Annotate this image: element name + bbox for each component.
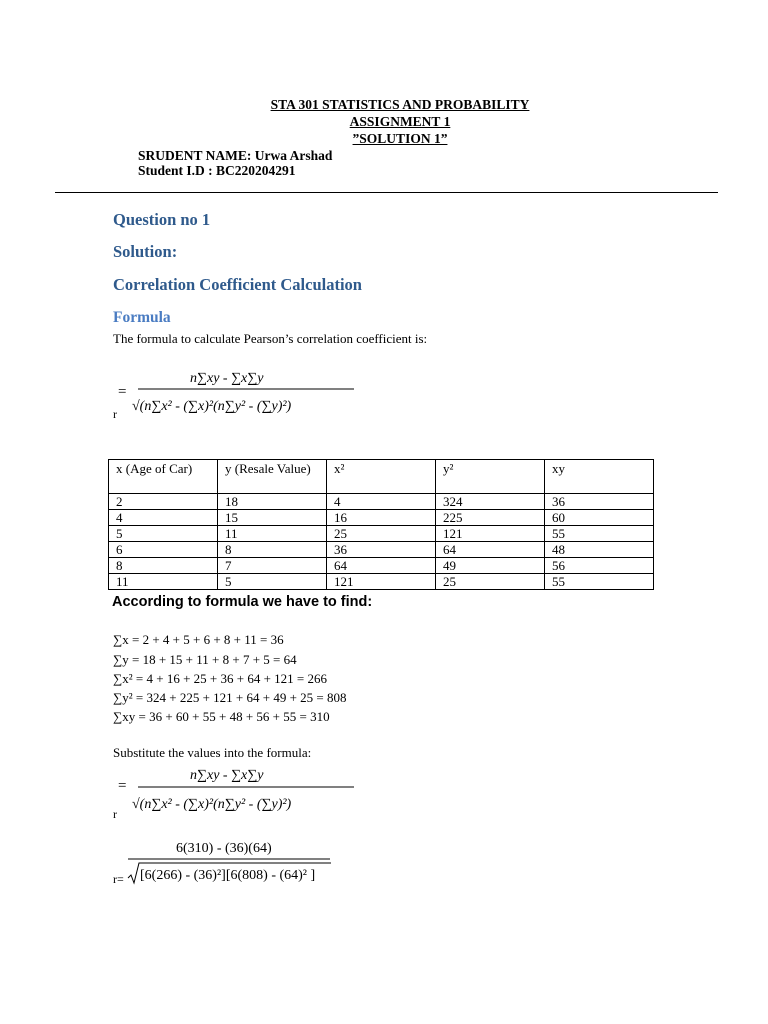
formula-equals: = [118, 778, 127, 794]
table-header-cell: y² [436, 460, 545, 494]
pearson-formula-repeat [108, 762, 368, 824]
substituted-formula [108, 834, 348, 890]
table-cell: 60 [545, 510, 654, 526]
table-cell: 36 [545, 494, 654, 510]
table-cell: 6 [109, 542, 218, 558]
table-header-cell: y (Resale Value) [218, 460, 327, 494]
table-cell: 16 [327, 510, 436, 526]
table-cell: 121 [327, 574, 436, 590]
table-cell: 225 [436, 510, 545, 526]
table-cell: 49 [436, 558, 545, 574]
table-row [109, 494, 654, 510]
formula-intro: The formula to calculate Pearson’s correlation coefficient is: [113, 331, 428, 346]
table-cell: 2 [109, 494, 218, 510]
course-title: STA 301 STATISTICS AND PROBABILITY [270, 97, 530, 112]
topic-heading: Correlation Coefficient Calculation [113, 275, 362, 294]
table-cell: 25 [436, 574, 545, 590]
formula-r: r [113, 807, 117, 821]
substitute-text: Substitute the values into the formula: [113, 745, 312, 760]
table-cell: 5 [109, 526, 218, 542]
table-cell: 11 [218, 526, 327, 542]
table-cell: 11 [109, 574, 218, 590]
table-cell: 64 [436, 542, 545, 558]
pearson-formula [108, 362, 368, 424]
sum-line: ∑y = 18 + 15 + 11 + 8 + 7 + 5 = 64 [113, 652, 297, 667]
table-cell: 324 [436, 494, 545, 510]
substituted-r-label: r= [113, 872, 124, 886]
table-row [109, 558, 654, 574]
solution-heading: Solution: [113, 242, 178, 261]
table-header-cell: x² [327, 460, 436, 494]
table-cell: 8 [218, 542, 327, 558]
table-cell: 15 [218, 510, 327, 526]
formula-equals: = [118, 384, 127, 400]
table-cell: 18 [218, 494, 327, 510]
table-cell: 7 [218, 558, 327, 574]
table-cell: 4 [327, 494, 436, 510]
table-row [109, 510, 654, 526]
formula-numerator: n∑xy - ∑x∑y [190, 371, 264, 386]
question-heading: Question no 1 [113, 210, 211, 229]
table-cell: 25 [327, 526, 436, 542]
table-cell: 8 [109, 558, 218, 574]
student-name: SRUDENT NAME: Urwa Arshad [138, 148, 333, 163]
sum-line: ∑x² = 4 + 16 + 25 + 36 + 64 + 121 = 266 [113, 671, 327, 686]
table-cell: 36 [327, 542, 436, 558]
formula-r: r [113, 407, 117, 421]
table-row [109, 526, 654, 542]
substituted-denominator: [6(266) - (36)²][6(808) - (64)² ] [140, 868, 316, 883]
formula-numerator: n∑xy - ∑x∑y [190, 768, 264, 783]
solution-title: ”SOLUTION 1” [352, 131, 448, 146]
table-header-row [109, 460, 654, 494]
table-row [109, 542, 654, 558]
table-cell: 4 [109, 510, 218, 526]
substituted-numerator: 6(310) - (36)(64) [176, 841, 272, 856]
table-row [109, 574, 654, 590]
table-header-cell: x (Age of Car) [109, 460, 218, 494]
sum-line: ∑y² = 324 + 225 + 121 + 64 + 49 + 25 = 808 [113, 690, 347, 705]
table-cell: 55 [545, 526, 654, 542]
table-cell: 48 [545, 542, 654, 558]
formula-denominator: √(n∑x² - (∑x)²(n∑y² - (∑y)²) [132, 399, 292, 414]
formula-heading: Formula [113, 309, 171, 326]
data-table [108, 459, 654, 590]
table-cell: 121 [436, 526, 545, 542]
table-cell: 5 [218, 574, 327, 590]
find-heading: According to formula we have to find: [112, 594, 373, 610]
sum-line: ∑x = 2 + 4 + 5 + 6 + 8 + 11 = 36 [113, 632, 284, 647]
table-cell: 55 [545, 574, 654, 590]
table-header-cell: xy [545, 460, 654, 494]
assignment-title: ASSIGNMENT 1 [349, 114, 451, 129]
formula-denominator: √(n∑x² - (∑x)²(n∑y² - (∑y)²) [132, 797, 292, 812]
table-cell: 56 [545, 558, 654, 574]
sum-line: ∑xy = 36 + 60 + 55 + 48 + 56 + 55 = 310 [113, 709, 330, 724]
table-cell: 64 [327, 558, 436, 574]
header-divider [55, 192, 718, 193]
student-id: Student I.D : BC220204291 [138, 163, 296, 178]
